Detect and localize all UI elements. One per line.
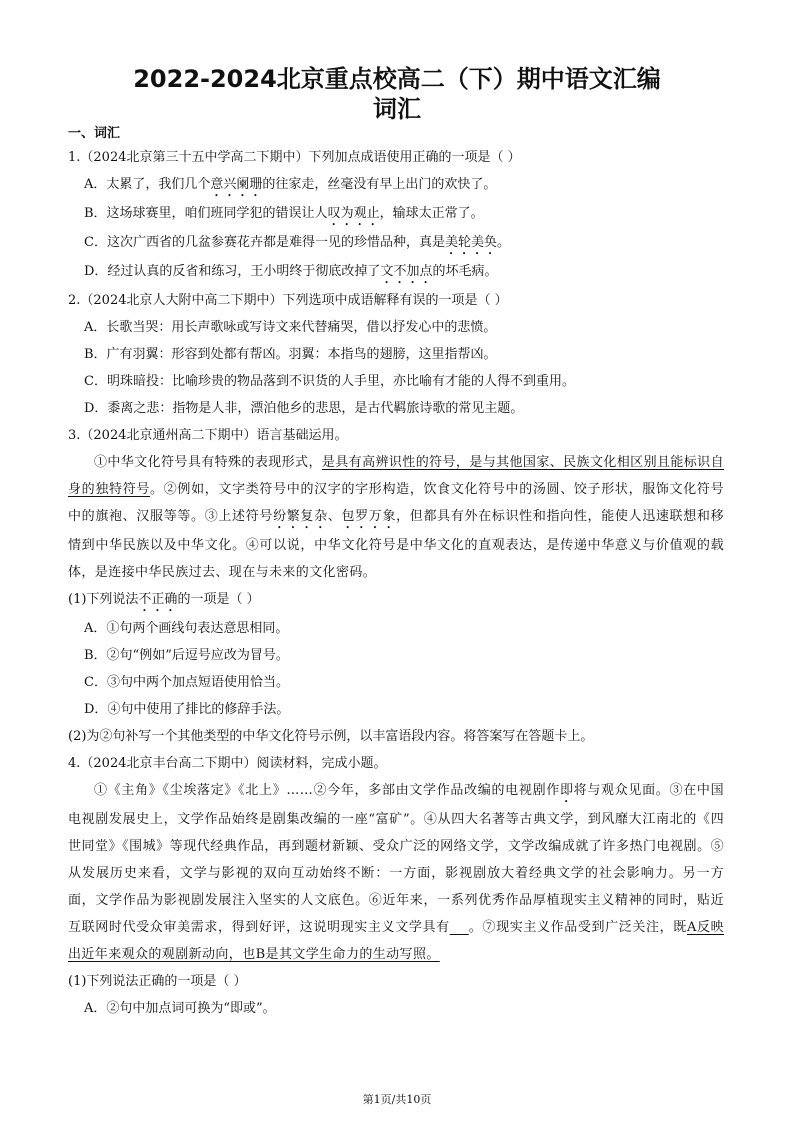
section-heading: 一、词汇 bbox=[68, 126, 121, 141]
q3-sub1-option-c: C．③句中两个加点短语使用恰当。 bbox=[84, 675, 289, 690]
q3-passage: ①中华文化符号具有特殊的表现形式，是具有高辨识性的符号，是与其他国家、民族文化相区别且能标识自身的独特符号。②例如，文字类符号中的汉字的字形构造，饮食文化符号中的汤圆、饺子形状，服饰文化符号中的旗袍、汉服等等。③上述符号纷繁复杂、包罗万象，但都具有外在标识性和指向性，能使人迅速联想和移情到中华民族以及中华文化。④可以说，中华文化符号是中华文化的直观表达，是传递中华意义与价值观的载体，是连接中华民族过去、现在与未来的文化密码。 bbox=[68, 455, 724, 580]
q1-option-a: A．太累了，我们几个意兴阑珊的往家走，丝毫没有早上出门的欢快了。 bbox=[84, 177, 497, 192]
q4-sub1-option-a: A．②句中加点词可换为“即或”。 bbox=[84, 1001, 276, 1016]
q3-sub1-option-b: B．②句“例如”后逗号应改为冒号。 bbox=[84, 648, 289, 663]
dotted-word: 即 bbox=[559, 783, 574, 798]
dotted-phrase: 包罗万象 bbox=[341, 509, 397, 524]
dotted-phrase: 纷繁复杂 bbox=[273, 509, 328, 524]
q3-sub1-stem: (1)下列说法不正确的一项是（ ） bbox=[68, 592, 260, 607]
q1-stem: 1.（2024北京第三十五中学高二下期中）下列加点成语使用正确的一项是（ ） bbox=[68, 150, 521, 165]
document-title: 2022-2024北京重点校高二（下）期中语文汇编 bbox=[133, 65, 661, 93]
q3-sub1-option-d: D．④句中使用了排比的修辞手法。 bbox=[84, 702, 290, 717]
dotted-idiom: 美轮美奂 bbox=[444, 235, 497, 250]
q3-sub2-stem: (2)为②句补写一个其他类型的中华文化符号示例，以丰富语段内容。将答案写在答题卡上。 bbox=[68, 729, 594, 744]
dotted-idiom: 叹为观止 bbox=[327, 206, 380, 221]
blank-line bbox=[450, 920, 469, 935]
q1-option-d: D．经过认真的反省和练习，王小明终于彻底改掉了文不加点的坏毛病。 bbox=[84, 264, 498, 279]
document-body bbox=[68, 124, 724, 1022]
q4-stem: 4.（2024北京丰台高二下期中）阅读材料，完成小题。 bbox=[68, 756, 387, 771]
q2-option-d: D．黍离之悲：指物是人非，漂泊他乡的悲思，是古代羁旅诗歌的常见主题。 bbox=[84, 401, 524, 416]
q4-passage: ①《主角》《尘埃落定》《北上》……②今年，多部由文学作品改编的电视剧作即将与观众见面。③在中国电视剧发展史上，文学作品始终是剧集改编的一座“富矿”。④从四大名著等古典文学，到风靡大江南北的《四世同堂》《围城》等现代经典作品，再到题材新颖、受众广泛的网络文学，文学改编成就了许多热门电视剧。⑤从发展历史来看，文学与影视的双向互动始终不断：一方面，影视剧放大着经典文学的社会影响力。另一方面，文学作品为影视剧发展注入坚实的人文底色。⑥近年来，一系列优秀作品厚植现实主义精神的同时，贴近互联网时代受众审美需求，得到好评，这说明现实主义文学具有 。⑦现实主义作品受到广泛关注，既A反映出近年来观众的观剧新动向，也B是其文学生命力的生动写照。 bbox=[68, 783, 724, 962]
document-subtitle: 词汇 bbox=[373, 95, 421, 123]
dotted-word: 不正确 bbox=[138, 592, 178, 607]
q2-option-a: A．长歌当哭：用长声歌咏或写诗文来代替痛哭，借以抒发心中的悲愤。 bbox=[84, 320, 497, 335]
q2-option-b: B．广有羽翼：形容到处都有帮凶。羽翼：本指鸟的翅膀，这里指帮凶。 bbox=[84, 347, 497, 362]
dotted-idiom: 意兴阑珊 bbox=[210, 177, 263, 192]
q3-sub1-option-a: A．①句两个画线句表达意思相同。 bbox=[84, 621, 289, 636]
page-number: 第1页/共10页 bbox=[362, 1093, 432, 1106]
dotted-idiom: 文不加点 bbox=[380, 264, 433, 279]
q1-option-c: C．这次广西省的几盆参赛花卉都是难得一见的珍惜品种，真是美轮美奂。 bbox=[84, 235, 510, 250]
q4-sub1-stem: (1)下列说法正确的一项是（ ） bbox=[68, 974, 247, 989]
underlined-sentence: A反映出近年来观众的观剧新动向，也B是其文学生命力的生动写照。 bbox=[68, 920, 724, 962]
q1-option-b: B．这场球赛里，咱们班同学犯的错误让人叹为观止，输球太正常了。 bbox=[84, 206, 484, 221]
q2-stem: 2.（2024北京人大附中高二下期中）下列选项中成语解释有误的一项是（ ） bbox=[68, 293, 508, 308]
q2-option-c: C．明珠暗投：比喻珍贵的物品落到不识货的人手里，亦比喻有才能的人得不到重用。 bbox=[84, 374, 575, 389]
underlined-sentence: 是具有高辨识性的符号，是与其他国家、民族文化相区别且能标识自身的独特符号 bbox=[68, 455, 724, 497]
q3-stem: 3.（2024北京通州高二下期中）语言基础运用。 bbox=[68, 428, 348, 443]
